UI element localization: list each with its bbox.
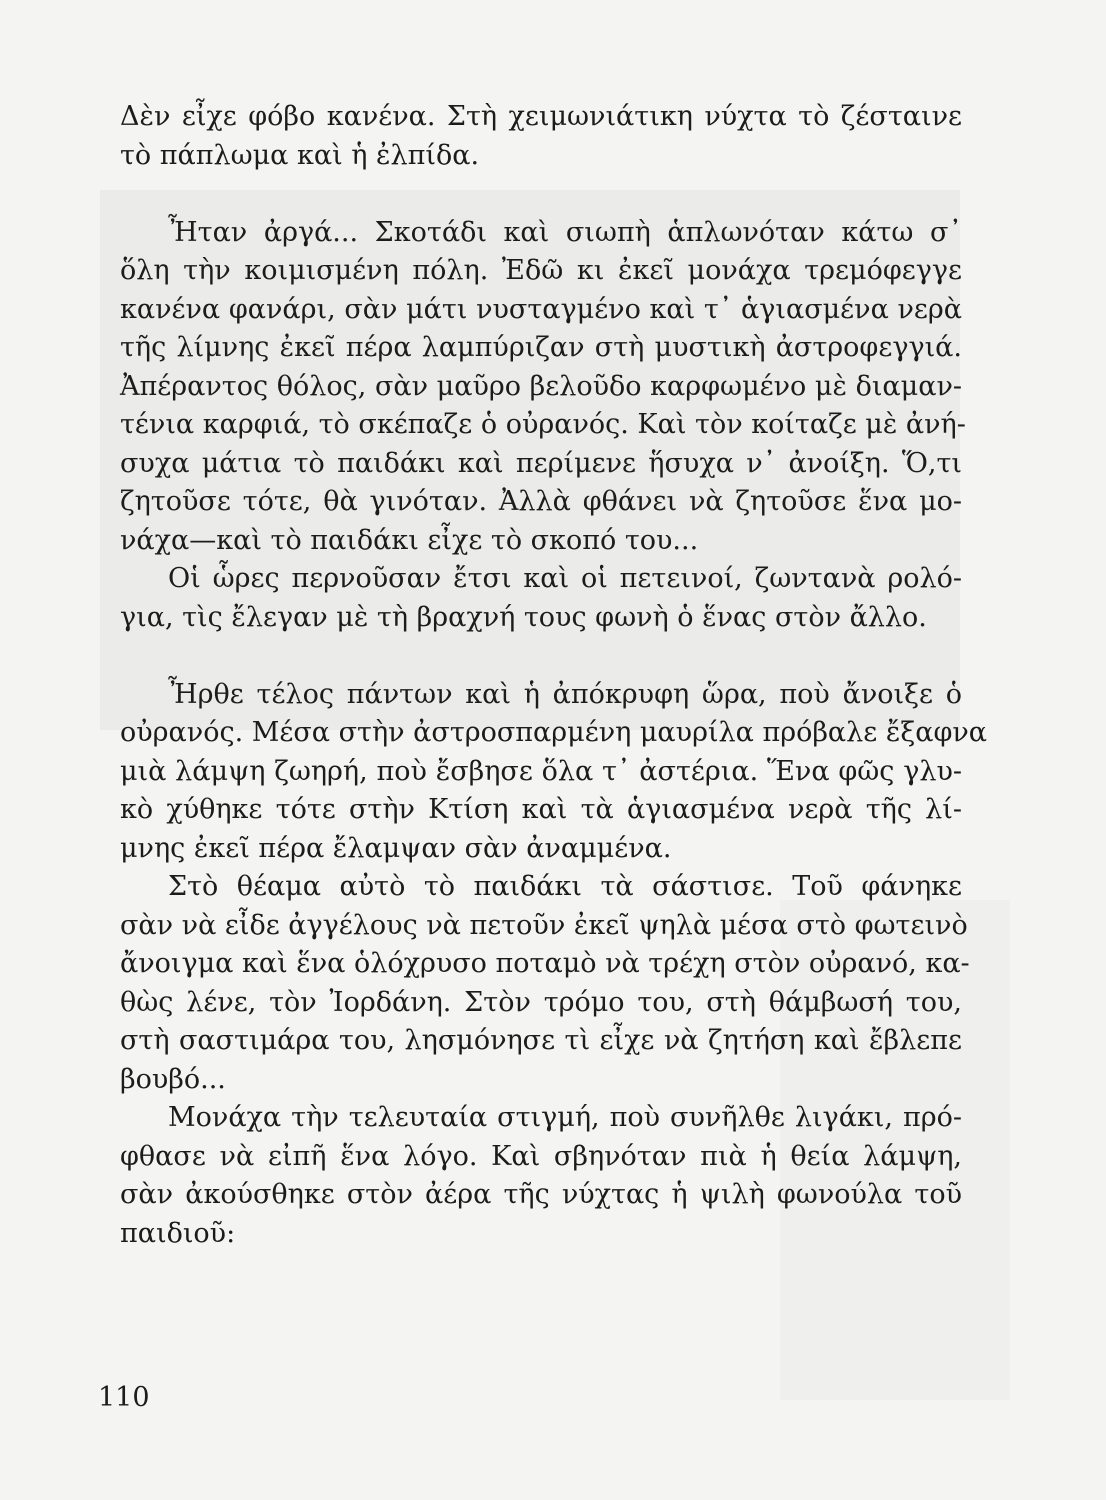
text-line: ζητοῦσε τότε, θὰ γινόταν. Ἀλλὰ φθάνει νὰ ζητοῦσε ἕνα μο- <box>120 486 962 517</box>
paragraph-4 <box>120 676 987 869</box>
text-line: μνης ἐκεῖ πέρα ἔλαμψαν σὰν ἀναμμένα. <box>120 832 672 864</box>
paragraph-5 <box>120 868 970 1099</box>
text-line: τῆς λίμνης ἐκεῖ πέρα λαμπύριζαν στὴ μυστικὴ ἀστροφεγγιά. <box>120 332 962 363</box>
text-line: Δὲν εἶχε φόβο κανένα. Στὴ χειμωνιάτικη νύχτα τὸ ζέσταινε <box>120 101 962 132</box>
paragraph-1 <box>120 98 962 175</box>
text-line: κανένα φανάρι, σὰν μάτι νυσταγμένο καὶ τ᾽ ἁγιασμένα νερὰ <box>120 293 962 325</box>
text-line: τὸ πάπλωμα καὶ ἡ ἐλπίδα. <box>120 139 480 171</box>
text-line: νάχα—καὶ τὸ παιδάκι εἶχε τὸ σκοπό του... <box>120 524 699 556</box>
text-line: ὅλη τὴν κοιμισμένη πόλη. Ἐδῶ κι ἐκεῖ μονάχα τρεμόφεγγε <box>120 255 962 286</box>
text-line: Ἀπέραντος θόλος, σὰν μαῦρο βελοῦδο καρφωμένο μὲ διαμαν- <box>120 370 962 402</box>
text-line: οὐρανός. Μέσα στὴν ἀστροσπαρμένη μαυρίλα πρόβαλε ἔξαφνα <box>120 717 987 748</box>
text-line: στὴ σαστιμάρα του, λησμόνησε τὶ εἶχε νὰ ζητήση καὶ ἔβλεπε <box>120 1025 962 1056</box>
text-line: Στὸ θέαμα αὐτὸ τὸ παιδάκι τὰ σάστισε. Τοῦ φάνηκε <box>168 871 962 902</box>
paragraph-gap <box>120 637 962 676</box>
text-line: τένια καρφιά, τὸ σκέπαζε ὁ οὐρανός. Καὶ τὸν κοίταζε μὲ ἀνή- <box>120 409 966 440</box>
page-number: 110 <box>98 1382 150 1413</box>
paragraph-2 <box>120 214 966 561</box>
text-line: για, τὶς ἔλεγαν μὲ τὴ βραχνή τους φωνὴ ὁ ἕνας στὸν ἄλλο. <box>120 601 927 633</box>
text-line: ἄνοιγμα καὶ ἕνα ὁλόχρυσο ποταμὸ νὰ τρέχη στὸν οὐρανό, κα- <box>120 948 970 979</box>
paragraph-6 <box>120 1099 962 1253</box>
paragraph-gap <box>120 175 962 214</box>
text-line: Μονάχα τὴν τελευταία στιγμή, ποὺ συνῆλθε λιγάκι, πρό- <box>168 1102 962 1133</box>
body-text <box>120 98 987 1253</box>
text-line: βουβό... <box>120 1063 226 1095</box>
text-line: παιδιοῦ: <box>120 1217 236 1249</box>
text-line: Ἦταν ἀργά... Σκοτάδι καὶ σιωπὴ ἁπλωνόταν κάτω σ᾽ <box>168 216 962 248</box>
text-line: σὰν ἀκούσθηκε στὸν ἀέρα τῆς νύχτας ἡ ψιλὴ φωνούλα τοῦ <box>120 1179 962 1210</box>
text-line: συχα μάτια τὸ παιδάκι καὶ περίμενε ἥσυχα ν᾽ ἀνοίξη. Ὅ,τι <box>120 447 962 479</box>
text-line: θὼς λένε, τὸν Ἰορδάνη. Στὸν τρόμο του, στὴ θάμβωσή του, <box>120 986 962 1018</box>
text-line: σὰν νὰ εἶδε ἀγγέλους νὰ πετοῦν ἐκεῖ ψηλὰ μέσα στὸ φωτεινὸ <box>120 909 968 941</box>
text-line: κὸ χύθηκε τότε στὴν Κτίση καὶ τὰ ἁγιασμένα νερὰ τῆς λί- <box>120 794 962 825</box>
text-line: Οἱ ὧρες περνοῦσαν ἔτσι καὶ οἱ πετεινοί, ζωντανὰ ρολό- <box>168 563 962 594</box>
paragraph-3 <box>120 560 962 637</box>
text-line: μιὰ λάμψη ζωηρή, ποὺ ἔσβησε ὅλα τ᾽ ἀστέρια. Ἕνα φῶς γλυ- <box>120 755 962 787</box>
text-line: φθασε νὰ εἰπῆ ἕνα λόγο. Καὶ σβηνόταν πιὰ ἡ θεία λάμψη, <box>120 1140 962 1172</box>
text-line: Ἦρθε τέλος πάντων καὶ ἡ ἀπόκρυφη ὥρα, ποὺ ἄνοιξε ὁ <box>168 678 962 710</box>
